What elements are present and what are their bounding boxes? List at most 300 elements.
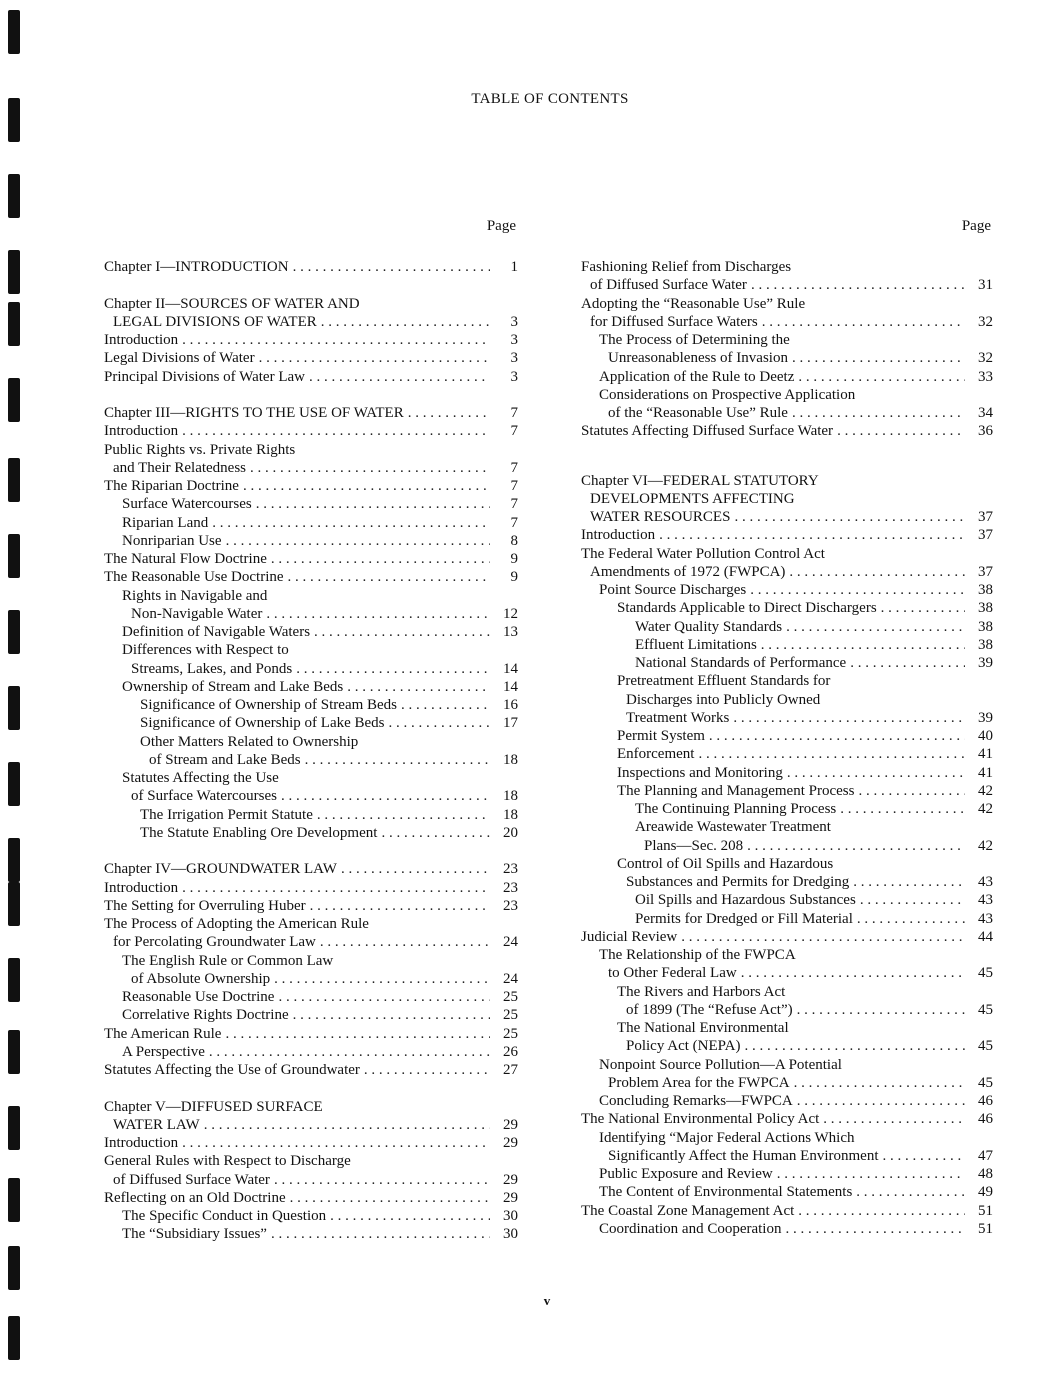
toc-entry-page: 25 [503,1025,518,1042]
toc-entry [581,800,993,818]
toc-entry-title: of Diffused Surface Water [590,277,747,294]
toc-entry-title: The American Rule [104,1025,222,1042]
toc-entry-title: Coordination and Cooperation [599,1220,782,1237]
binding-edge [8,0,22,1380]
toc-entry [581,1001,993,1019]
toc-entry-title: The Reasonable Use Doctrine [104,569,284,586]
toc-list-right [581,258,993,1238]
toc-entry-page: 17 [503,715,518,732]
toc-entry [104,258,518,276]
toc-entry [104,514,518,532]
toc-entry-title: Correlative Rights Doctrine [122,1007,289,1024]
toc-entry [581,782,993,800]
dot-leader [274,1171,490,1189]
dot-leader [733,709,965,727]
dot-leader [408,404,490,422]
toc-entry-page: 39 [978,655,993,671]
dot-leader [271,550,490,568]
toc-entry [104,897,518,915]
toc-entry-page: 25 [503,1007,518,1024]
dot-leader [856,1183,965,1201]
toc-entry-title: Considerations on Prospective Application [599,386,856,403]
dot-leader [293,1006,490,1024]
toc-entry-page: 16 [503,697,518,713]
toc-entry [104,1225,518,1243]
toc-entry-continuation [581,545,993,563]
toc-entry [581,910,993,928]
toc-entry [104,1006,518,1024]
toc-entry-page: 23 [503,879,518,896]
toc-entry-title: Permits for Dredged or Fill Material [635,910,853,927]
dot-leader [681,928,965,946]
toc-entry [581,1220,993,1238]
toc-entry-title: The English Rule or Common Law [122,952,334,969]
toc-entry [581,1110,993,1128]
toc-entry [581,618,993,636]
toc-entry-title: for Percolating Groundwater Law [113,934,316,951]
toc-entry [581,745,993,763]
toc-entry-title: Introduction [104,1135,179,1151]
dot-leader [762,313,965,331]
toc-entry-title: Chapter IV—GROUNDWATER LAW [104,861,337,878]
dot-leader [659,526,965,544]
toc-entry-title: Statutes Affecting the Use [122,770,279,786]
toc-entry [581,349,993,367]
toc-entry-continuation [104,1098,518,1116]
toc-entry-title: Statutes Affecting the Use of Groundwater [104,1062,360,1078]
toc-entry-page: 7 [510,423,518,440]
toc-entry-title: Effluent Limitations [635,636,757,653]
dot-leader [734,508,965,526]
toc-entry [104,495,518,513]
toc-entry-title: Chapter V—DIFFUSED SURFACE [104,1098,323,1115]
toc-entry-continuation [581,855,993,873]
toc-entry-page: 38 [978,636,993,653]
toc-entry-continuation [104,641,518,659]
toc-entry-page: 29 [503,1189,518,1206]
toc-entry-continuation [581,691,993,709]
toc-entry-title: The National Environmental [617,1020,789,1036]
toc-entry-title: Reflecting on an Old Doctrine [104,1189,286,1206]
toc-entry-title: and Their Relatedness [113,459,247,476]
toc-entry [104,422,518,440]
toc-entry-page: 38 [978,582,993,598]
dot-leader [182,1134,490,1152]
toc-entry-title: Reasonable Use Doctrine [122,989,275,1005]
toc-entry [104,1025,518,1043]
toc-entry-page: 29 [503,1171,518,1188]
toc-entry [581,837,993,855]
dot-leader [785,1220,965,1238]
dot-leader [792,349,965,367]
toc-entry-title: The Rivers and Harbors Act [617,983,786,1000]
toc-entry [104,459,518,477]
toc-entry-page: 37 [978,509,993,525]
toc-entry-page: 36 [978,423,993,440]
toc-entry-title: The “Subsidiary Issues” [122,1226,267,1243]
dot-leader [794,1074,965,1092]
dot-leader [278,988,490,1006]
dot-leader [823,1110,965,1128]
dot-leader [853,873,965,891]
dot-leader [293,258,490,276]
toc-entry-page: 7 [510,405,518,421]
dot-leader [314,623,490,641]
toc-entry-title: Enforcement [617,746,695,763]
dot-leader [761,636,965,654]
dot-leader [858,782,965,800]
toc-entry-title: Riparian Land [122,514,209,531]
dot-leader [787,764,965,782]
toc-entry-continuation [104,295,518,313]
toc-entry-title: Significance of Ownership of Lake Beds [140,715,385,732]
toc-entry-title: Concluding Remarks—FWPCA [599,1093,793,1109]
toc-entry-title: Streams, Lakes, and Ponds [131,660,293,677]
toc-entry-title: Introduction [104,423,179,440]
toc-entry-page: 23 [503,861,518,878]
toc-entry [104,349,518,367]
dot-leader [259,349,490,367]
toc-entry [581,526,993,544]
dot-leader [274,970,490,988]
toc-entry-continuation [581,258,993,276]
toc-entry-title: Nonpoint Source Pollution—A Potential [599,1056,842,1073]
toc-entry-continuation [581,331,993,349]
toc-entry-title: LEGAL DIVISIONS OF WATER [113,313,317,330]
toc-entry-title: Chapter I—INTRODUCTION [104,259,289,275]
toc-entry-title: Fashioning Relief from Discharges [581,259,792,275]
toc-entry-title: The Specific Conduct in Question [122,1208,327,1224]
toc-entry-page: 51 [978,1202,993,1219]
toc-entry [104,696,518,714]
dot-leader [250,459,490,477]
dot-leader [744,1037,965,1055]
toc-entry-title: The Process of Determining the [599,332,790,348]
toc-entry-page: 40 [978,728,993,744]
dot-leader [225,1025,490,1043]
toc-entry-title: WATER LAW [113,1116,200,1133]
toc-entry [581,1074,993,1092]
toc-entry-continuation [581,490,993,508]
toc-entry-page: 39 [978,709,993,726]
toc-entry-page: 24 [503,934,518,951]
toc-entry [104,714,518,732]
toc-list-left [104,258,518,1244]
toc-entry [104,970,518,988]
toc-entry-continuation [104,1152,518,1170]
toc-entry-page: 38 [978,600,993,617]
toc-entry-page: 14 [503,660,518,677]
toc-entry [104,605,518,623]
toc-entry-title: The Continuing Planning Process [635,801,837,817]
toc-entry [104,1043,518,1061]
toc-entry-page: 45 [978,1038,993,1055]
toc-entry [104,988,518,1006]
toc-entry [104,477,518,495]
dot-leader [256,495,490,513]
toc-entry-title: Inspections and Monitoring [617,764,783,781]
toc-entry-continuation [581,295,993,313]
dot-leader [798,368,965,386]
toc-entry [104,879,518,897]
toc-entry-title: of 1899 (The “Refuse Act”) [626,1001,793,1018]
toc-column-right [581,218,993,1238]
toc-entry-title: Significantly Affect the Human Environment [608,1147,879,1164]
toc-entry [104,368,518,386]
toc-entry-title: WATER RESOURCES [590,509,731,525]
toc-entry-continuation [581,983,993,1001]
toc-entry-title: Substances and Permits for Dredging [626,874,850,890]
toc-entry [581,1202,993,1220]
toc-entry-page: 46 [978,1111,993,1128]
page-column-label: Page [486,218,516,234]
toc-entry-title: Plans—Sec. 208 [644,837,744,854]
toc-entry [104,532,518,550]
toc-entry [581,368,993,386]
toc-entry-page: 7 [510,459,518,476]
toc-entry-title: Definition of Navigable Waters [122,624,311,640]
dot-leader [381,824,490,842]
toc-entry-title: The Content of Environmental Statements [599,1184,853,1201]
dot-leader [330,1207,490,1225]
toc-entry-page: 18 [503,788,518,805]
dot-leader [401,696,490,714]
toc-entry-title: Treatment Works [626,709,730,726]
toc-entry-page: 37 [978,563,993,580]
toc-entry-page: 34 [978,405,993,421]
toc-entry-title: of Stream and Lake Beds [149,751,301,768]
toc-entry-continuation [581,386,993,404]
dot-leader [320,933,490,951]
dot-leader [341,860,490,878]
dot-leader [777,1165,965,1183]
dot-leader [290,1189,490,1207]
dot-leader [792,404,965,422]
toc-entry [104,313,518,331]
dot-leader [786,618,965,636]
toc-entry-title: Point Source Discharges [599,582,747,598]
toc-entry-page: 42 [978,782,993,799]
toc-entry-continuation [104,952,518,970]
toc-entry-title: The Statute Enabling Ore Development [140,824,378,841]
toc-entry-page: 12 [503,605,518,622]
toc-entry-title: Statutes Affecting Diffused Surface Water [581,423,834,440]
toc-entry-title: The Federal Water Pollution Control Act [581,545,825,562]
toc-entry [581,654,993,672]
toc-entry-title: Other Matters Related to Ownership [140,733,359,750]
dot-leader [364,1061,490,1079]
toc-entry-title: Standards Applicable to Direct Dischargers [617,600,877,617]
dot-leader [204,1116,490,1134]
toc-entry-title: DEVELOPMENTS AFFECTING [590,490,795,507]
toc-entry-title: Permit System [617,728,705,744]
toc-entry-title: Identifying “Major Federal Actions Which [599,1129,855,1146]
toc-entry [104,787,518,805]
toc-entry-page: 20 [503,824,518,841]
toc-entry-title: The Coastal Zone Management Act [581,1202,795,1219]
toc-entry-page: 27 [503,1062,518,1078]
page-title: TABLE OF CONTENTS [471,91,629,107]
toc-entry-continuation [581,818,993,836]
dot-leader [309,368,490,386]
toc-entry-title: of Absolute Ownership [131,970,271,987]
dot-leader [305,751,490,769]
toc-entry-page: 7 [510,478,518,494]
toc-entry [104,824,518,842]
toc-entry [581,764,993,782]
page-column-label: Page [961,218,991,234]
toc-entry-title: The Process of Adopting the American Rule [104,916,369,932]
toc-entry [104,404,518,422]
toc-entry-title: to Other Federal Law [608,965,737,982]
dot-leader [321,313,490,331]
toc-entry-page: 3 [510,332,518,348]
toc-entry [581,581,993,599]
toc-entry-page: 29 [503,1135,518,1151]
toc-entry [104,933,518,951]
toc-entry-page: 32 [978,313,993,330]
toc-entry-page: 30 [503,1208,518,1224]
toc-entry [104,1171,518,1189]
toc-entry [581,599,993,617]
toc-entry-title: for Diffused Surface Waters [590,313,758,330]
toc-entry-title: The National Environmental Policy Act [581,1111,820,1128]
toc-entry-title: Discharges into Publicly Owned [626,691,821,708]
toc-entry-page: 38 [978,618,993,635]
toc-entry-page: 13 [503,624,518,640]
toc-entry-continuation [104,769,518,787]
toc-entry-title: National Standards of Performance [635,655,847,671]
toc-entry-title: The Irrigation Permit Statute [140,806,313,823]
toc-entry [104,1061,518,1079]
toc-entry-title: Legal Divisions of Water [104,350,255,367]
toc-entry-continuation [104,441,518,459]
toc-entry-title: The Planning and Management Process [617,782,855,799]
dot-leader [860,891,965,909]
toc-entry [581,891,993,909]
toc-entry-title: General Rules with Respect to Discharge [104,1153,351,1170]
toc-entry-page: 23 [503,897,518,914]
toc-entry-page: 8 [510,532,518,549]
toc-entry-title: Principal Divisions of Water Law [104,368,305,385]
toc-column-left [104,218,518,1244]
dot-leader [209,1043,490,1061]
toc-entry-title: Introduction [104,879,179,896]
toc-entry-page: 18 [503,806,518,823]
toc-entry-title: Public Exposure and Review [599,1166,773,1182]
toc-entry-title: Amendments of 1972 (FWPCA) [590,563,786,580]
toc-entry-page: 45 [978,965,993,982]
toc-entry-title: Policy Act (NEPA) [626,1038,741,1055]
toc-entry-page: 43 [978,892,993,909]
dot-leader [226,532,490,550]
dot-leader [182,879,490,897]
toc-entry-continuation [104,587,518,605]
toc-entry-title: Nonriparian Use [122,532,222,549]
toc-entry-title: Introduction [581,527,656,544]
toc-entry-title: Areawide Wastewater Treatment [635,819,831,836]
toc-entry-page: 1 [510,259,518,275]
dot-leader [789,563,965,581]
toc-entry [581,563,993,581]
toc-entry [104,806,518,824]
page-number: v [543,1293,551,1308]
toc-entry-title: The Riparian Doctrine [104,478,239,494]
toc-entry-page: 18 [503,751,518,768]
toc-entry-title: of Diffused Surface Water [113,1171,270,1188]
toc-entry-page: 31 [978,277,993,294]
dot-leader [883,1147,966,1165]
dot-leader [317,806,490,824]
toc-entry-page: 9 [510,551,518,567]
toc-entry [581,964,993,982]
dot-leader [281,787,490,805]
toc-entry [581,928,993,946]
toc-entry-page: 3 [510,313,518,330]
toc-entry-continuation [581,1129,993,1147]
toc-entry-title: Significance of Ownership of Stream Beds [140,697,398,713]
toc-entry [104,678,518,696]
toc-entry [104,623,518,641]
toc-entry [581,508,993,526]
toc-entry-title: Oil Spills and Hazardous Substances [635,892,856,909]
dot-leader [881,599,965,617]
toc-entry-continuation [104,733,518,751]
toc-entry-title: Rights in Navigable and [122,587,268,604]
toc-entry-title: Public Rights vs. Private Rights [104,441,296,458]
toc-entry-page: 29 [503,1116,518,1133]
toc-entry-page: 42 [978,837,993,854]
toc-entry [581,404,993,422]
toc-entry-title: A Perspective [122,1043,205,1060]
dot-leader [840,800,965,818]
toc-entry-continuation [581,946,993,964]
dot-leader [389,714,490,732]
dot-leader [837,422,965,440]
toc-entry-page: 41 [978,764,993,781]
dot-leader [798,1202,965,1220]
toc-entry-title: of Surface Watercourses [131,788,277,805]
toc-entry [104,860,518,878]
toc-entry-page: 25 [503,989,518,1005]
dot-leader [857,910,965,928]
toc-entry-page: 30 [503,1226,518,1243]
toc-entry [104,1134,518,1152]
toc-entry-page: 32 [978,350,993,367]
toc-entry [104,1207,518,1225]
dot-leader [750,581,965,599]
toc-entry-page: 42 [978,801,993,817]
toc-entry [104,331,518,349]
dot-leader [182,331,490,349]
dot-leader [709,727,965,745]
dot-leader [850,654,965,672]
toc-entry-title: Chapter VI—FEDERAL STATUTORY [581,472,819,489]
toc-entry-page: 33 [978,368,993,385]
toc-entry-title: Surface Watercourses [122,496,252,513]
toc-entry-title: Introduction [104,332,179,348]
toc-entry [581,636,993,654]
toc-entry-page: 46 [978,1093,993,1109]
toc-entry [104,1116,518,1134]
toc-entry [581,1147,993,1165]
toc-entry-title: The Relationship of the FWPCA [599,947,796,963]
toc-entry-page: 47 [978,1147,993,1164]
toc-entry-title: of the “Reasonable Use” Rule [608,405,788,421]
toc-entry-continuation [581,672,993,690]
toc-entry-page: 26 [503,1043,518,1060]
toc-entry-page: 3 [510,350,518,367]
